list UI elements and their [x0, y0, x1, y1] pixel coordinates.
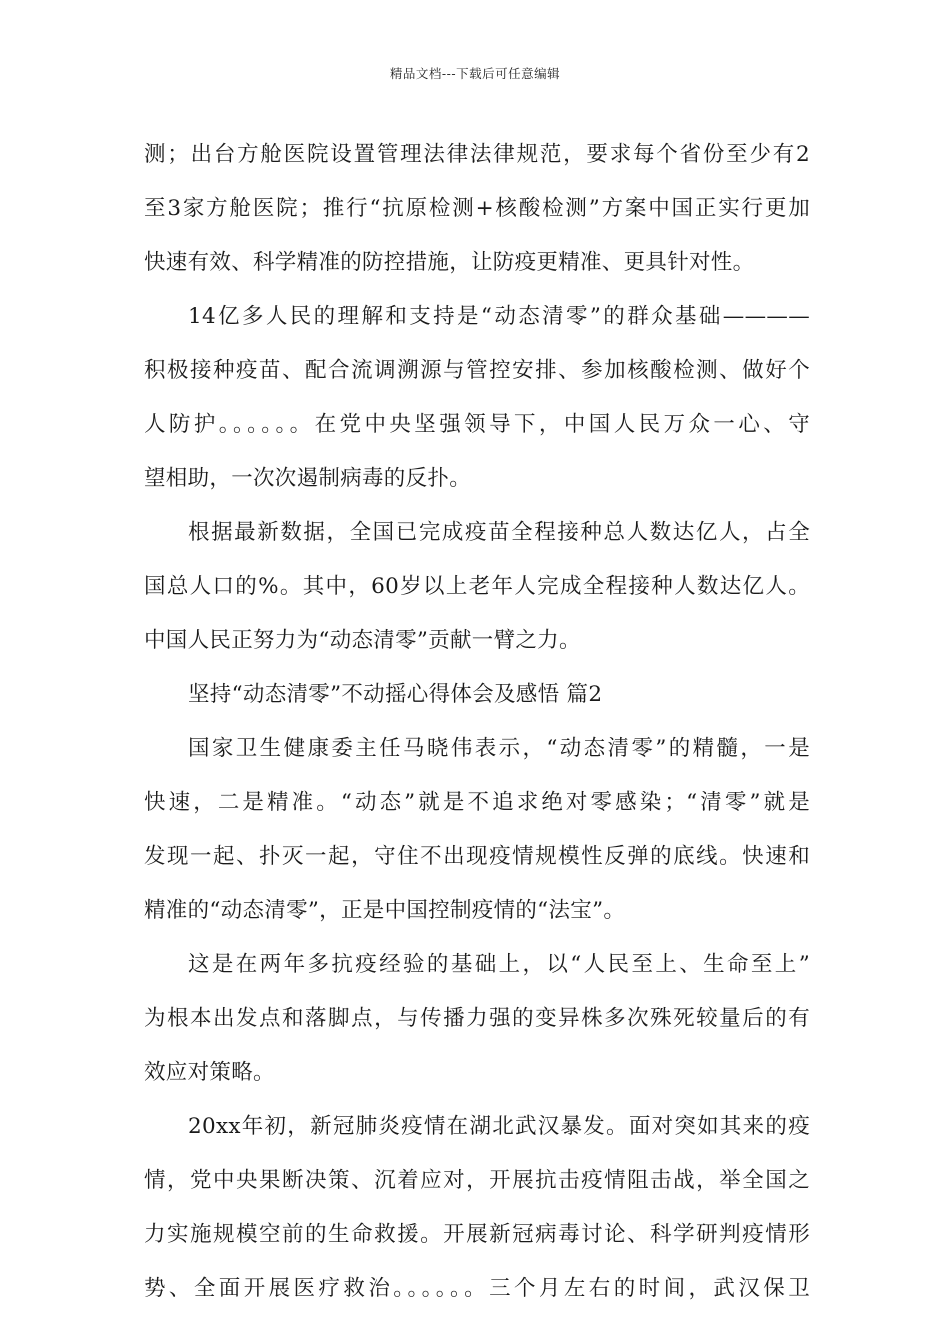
text-line: 快速，二是精准。“动态”就是不追求绝对零感染；“清零”就是 — [144, 790, 810, 815]
text-line: 20xx年初，新冠肺炎疫情在湖北武汉暴发。面对突如其来的疫 — [188, 1114, 810, 1139]
text-line: 势、全面开展医疗救治。。。。。。三个月左右的时间，武汉保卫 — [144, 1276, 810, 1301]
text-line: 精准的“动态清零”，正是中国控制疫情的“法宝”。 — [144, 898, 626, 923]
text-line: 国家卫生健康委主任马晓伟表示，“动态清零”的精髓，一是 — [188, 736, 810, 761]
text-line: 积极接种疫苗、配合流调溯源与管控安排、参加核酸检测、做好个 — [144, 358, 810, 383]
text-line: 根据最新数据，全国已完成疫苗全程接种总人数达亿人，占全 — [188, 520, 810, 545]
text-line: 望相助，一次次遏制病毒的反扑。 — [144, 466, 472, 491]
text-line: 快速有效、科学精准的防控措施，让防疫更精准、更具针对性。 — [144, 250, 755, 275]
text-line: 发现一起、扑灭一起，守住不出现疫情规模性反弹的底线。快速和 — [144, 844, 810, 869]
text-line: 效应对策略。 — [144, 1060, 275, 1085]
text-line: 14亿多人民的理解和支持是“动态清零”的群众基础———— — [188, 304, 810, 329]
text-line: 国总人口的%。其中，60岁以上老年人完成全程接种人数达亿人。 — [144, 574, 810, 599]
text-line: 这是在两年多抗疫经验的基础上，以“人民至上、生命至上” — [188, 952, 810, 977]
text-line: 情，党中央果断决策、沉着应对，开展抗击疫情阻击战，举全国之 — [144, 1168, 810, 1193]
text-line: 测；出台方舱医院设置管理法律法律规范，要求每个省份至少有2 — [144, 142, 810, 167]
text-line: 至3家方舱医院；推行“抗原检测+核酸检测”方案中国正实行更加 — [144, 196, 810, 221]
text-line: 力实施规模空前的生命救援。开展新冠病毒讨论、科学研判疫情形 — [144, 1222, 810, 1247]
text-line: 为根本出发点和落脚点，与传播力强的变异株多次殊死较量后的有 — [144, 1006, 810, 1031]
text-line: 坚持“动态清零”不动摇心得体会及感悟 篇2 — [188, 682, 603, 707]
header-note: 精品文档---下载后可任意编辑 — [389, 66, 561, 81]
text-line: 中国人民正努力为“动态清零”贡献一臂之力。 — [144, 628, 581, 653]
text-line: 人防护。。。。。。在党中央坚强领导下，中国人民万众一心、守 — [144, 412, 810, 437]
body-text — [144, 128, 810, 1316]
